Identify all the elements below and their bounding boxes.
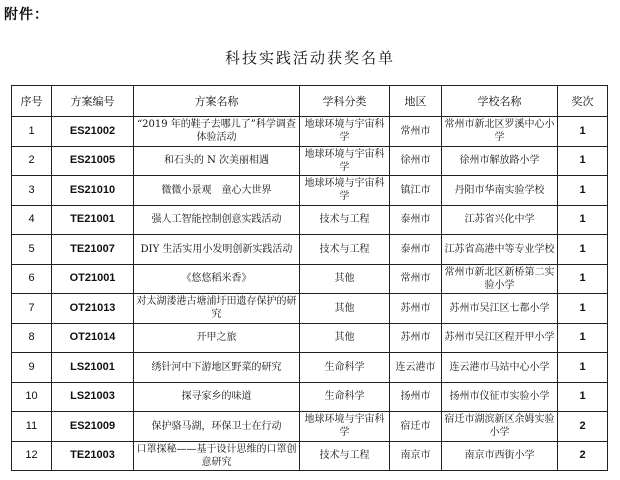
table-row (12, 235, 608, 265)
document-title: 科技实践活动获奖名单 (224, 49, 395, 67)
region-cell: 苏州市 (390, 294, 442, 324)
subject-category-cell: 地球环境与宇宙科学 (300, 146, 390, 176)
row-number-cell: 8 (12, 323, 52, 353)
scheme-code-cell: OT21014 (52, 323, 134, 353)
award-rank-cell: 1 (558, 176, 608, 206)
row-number-cell: 1 (12, 117, 52, 147)
row-number-cell: 3 (12, 176, 52, 206)
header-cell: 方案名称 (134, 86, 300, 117)
award-rank-cell: 1 (558, 235, 608, 265)
award-rank-cell: 1 (558, 353, 608, 383)
scheme-name-cell: 保护骆马湖，环保卫士在行动 (134, 412, 300, 442)
row-number-cell: 12 (12, 441, 52, 471)
school-name-cell: 苏州市吴江区七都小学 (442, 294, 558, 324)
award-rank-cell: 2 (558, 412, 608, 442)
row-number-cell: 5 (12, 235, 52, 265)
subject-category-cell: 其他 (300, 264, 390, 294)
award-rank-cell: 1 (558, 294, 608, 324)
row-number-cell: 7 (12, 294, 52, 324)
region-cell: 镇江市 (390, 176, 442, 206)
table-row (12, 146, 608, 176)
table-row (12, 382, 608, 412)
school-name-cell: 常州市新北区罗溪中心小学 (442, 117, 558, 147)
header-cell: 地区 (390, 86, 442, 117)
school-name-cell: 南京市西街小学 (442, 441, 558, 471)
scheme-name-cell: 探寻家乡的味道 (134, 382, 300, 412)
region-cell: 徐州市 (390, 146, 442, 176)
award-rank-cell: 1 (558, 264, 608, 294)
table-row (12, 294, 608, 324)
table-row (12, 205, 608, 235)
subject-category-cell: 技术与工程 (300, 235, 390, 265)
scheme-code-cell: TE21001 (52, 205, 134, 235)
region-cell: 扬州市 (390, 382, 442, 412)
table-row (12, 176, 608, 206)
scheme-code-cell: ES21002 (52, 117, 134, 147)
scheme-code-cell: ES21009 (52, 412, 134, 442)
row-number-cell: 2 (12, 146, 52, 176)
school-name-cell: 丹阳市华南实验学校 (442, 176, 558, 206)
row-number-cell: 10 (12, 382, 52, 412)
subject-category-cell: 技术与工程 (300, 441, 390, 471)
region-cell: 南京市 (390, 441, 442, 471)
school-name-cell: 扬州市仪征市实验小学 (442, 382, 558, 412)
award-rank-cell: 1 (558, 146, 608, 176)
table-row (12, 412, 608, 442)
school-name-cell: 徐州市解放路小学 (442, 146, 558, 176)
scheme-code-cell: LS21003 (52, 382, 134, 412)
subject-category-cell: 生命科学 (300, 353, 390, 383)
scheme-code-cell: TE21007 (52, 235, 134, 265)
row-number-cell: 6 (12, 264, 52, 294)
scheme-name-cell: 对太湖溇港古塘浦圩田遗存保护的研究 (134, 294, 300, 324)
scheme-name-cell: 和石头的 N 次美丽相遇 (134, 146, 300, 176)
table-row (12, 323, 608, 353)
award-rank-cell: 1 (558, 323, 608, 353)
scheme-name-cell: 口罩探秘——基于设计思维的口罩创意研究 (134, 441, 300, 471)
scheme-code-cell: ES21010 (52, 176, 134, 206)
subject-category-cell: 其他 (300, 294, 390, 324)
scheme-name-cell: 《悠悠稻米香》 (134, 264, 300, 294)
region-cell: 连云港市 (390, 353, 442, 383)
school-name-cell: 苏州市吴江区程开甲小学 (442, 323, 558, 353)
region-cell: 泰州市 (390, 235, 442, 265)
award-rank-cell: 1 (558, 117, 608, 147)
scheme-code-cell: ES21005 (52, 146, 134, 176)
award-rank-cell: 1 (558, 205, 608, 235)
row-number-cell: 11 (12, 412, 52, 442)
header-cell: 学校名称 (442, 86, 558, 117)
table-row (12, 353, 608, 383)
table-row (12, 441, 608, 471)
header-cell: 序号 (12, 86, 52, 117)
table-header-row (12, 86, 608, 117)
scheme-name-cell: 开甲之旅 (134, 323, 300, 353)
region-cell: 常州市 (390, 117, 442, 147)
attachment-label: 附件： (4, 7, 49, 23)
scheme-code-cell: OT21013 (52, 294, 134, 324)
region-cell: 常州市 (390, 264, 442, 294)
school-name-cell: 江苏省高港中等专业学校 (442, 235, 558, 265)
subject-category-cell: 地球环境与宇宙科学 (300, 412, 390, 442)
school-name-cell: 江苏省兴化中学 (442, 205, 558, 235)
scheme-name-cell: 强人工智能控制创意实践活动 (134, 205, 300, 235)
header-cell: 方案编号 (52, 86, 134, 117)
award-rank-cell: 2 (558, 441, 608, 471)
scheme-name-cell: DIY 生活实用小发明创新实践活动 (134, 235, 300, 265)
scheme-code-cell: OT21001 (52, 264, 134, 294)
subject-category-cell: 其他 (300, 323, 390, 353)
table-row (12, 117, 608, 147)
subject-category-cell: 地球环境与宇宙科学 (300, 117, 390, 147)
region-cell: 泰州市 (390, 205, 442, 235)
award-rank-cell: 1 (558, 382, 608, 412)
header-cell: 学科分类 (300, 86, 390, 117)
row-number-cell: 4 (12, 205, 52, 235)
scheme-name-cell: 绣针河中下游地区野菜的研究 (134, 353, 300, 383)
table-row (12, 264, 608, 294)
subject-category-cell: 地球环境与宇宙科学 (300, 176, 390, 206)
header-cell: 奖次 (558, 86, 608, 117)
region-cell: 苏州市 (390, 323, 442, 353)
scheme-name-cell: 微微小景观 童心大世界 (134, 176, 300, 206)
scheme-code-cell: TE21003 (52, 441, 134, 471)
school-name-cell: 宿迁市湖滨新区余姆实验小学 (442, 412, 558, 442)
award-table (11, 85, 608, 471)
subject-category-cell: 技术与工程 (300, 205, 390, 235)
row-number-cell: 9 (12, 353, 52, 383)
region-cell: 宿迁市 (390, 412, 442, 442)
scheme-code-cell: LS21001 (52, 353, 134, 383)
scheme-name-cell: “2019 年的鞋子去哪儿了”科学调查体验活动 (134, 117, 300, 147)
school-name-cell: 连云港市马站中心小学 (442, 353, 558, 383)
school-name-cell: 常州市新北区新桥第二实验小学 (442, 264, 558, 294)
subject-category-cell: 生命科学 (300, 382, 390, 412)
